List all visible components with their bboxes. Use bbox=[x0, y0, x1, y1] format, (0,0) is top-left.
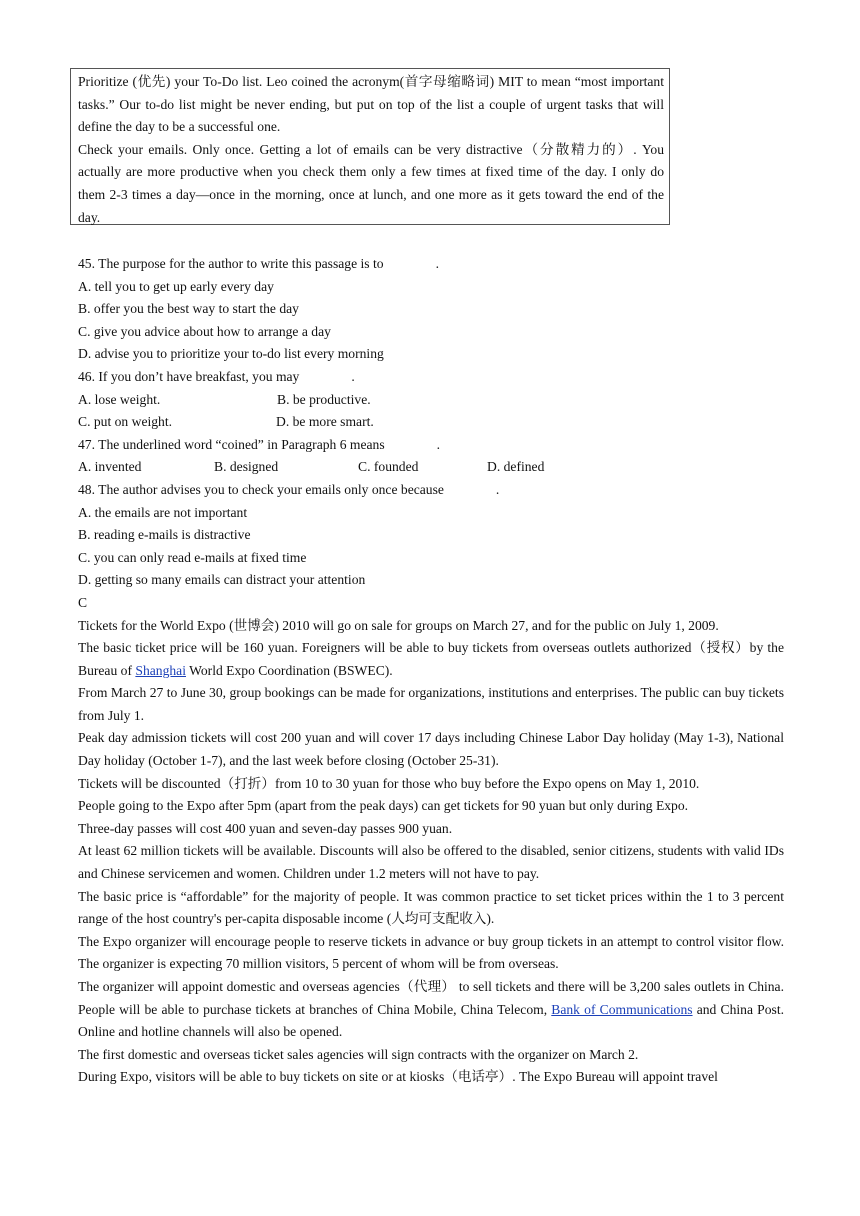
document-body bbox=[78, 253, 784, 1089]
option-46-a: A. lose weight. bbox=[78, 391, 161, 407]
passage-c-paragraph-6: People going to the Expo after 5pm (apart from the peak days) can get tickets for 90 yuan but only during Expo. bbox=[78, 798, 689, 814]
passage-c-paragraph-1: Tickets for the World Expo (世博会) 2010 will go on sale for groups on March 27, and for the public on July 1, 2009. bbox=[78, 617, 719, 633]
section-label: C bbox=[78, 594, 88, 610]
options-46-ab bbox=[78, 389, 784, 412]
options-47 bbox=[78, 456, 784, 479]
option-45-c: C. give you advice about how to arrange a day bbox=[78, 323, 331, 339]
question-47 bbox=[78, 434, 784, 457]
passage-c-paragraph-10: The Expo organizer will encourage people to reserve tickets in advance or buy group tickets in an attempt to control visitor flow. The organizer is expecting 70 million visitors, 5 percent of whom will be from overseas. bbox=[78, 933, 784, 972]
question-46-stem: 46. If you don’t have breakfast, you may bbox=[78, 368, 300, 384]
paragraph-text: The basic ticket price will be 160 yuan. Foreigners will be able to buy tickets from overseas outlets authorized（授权）by the Bureau of bbox=[78, 640, 784, 678]
option-48-a: A. the emails are not important bbox=[78, 504, 248, 520]
question-45-end: . bbox=[435, 256, 439, 271]
option-47-b: B. designed bbox=[214, 459, 279, 475]
shanghai-link[interactable]: Shanghai bbox=[135, 662, 186, 678]
option-46-c: C. put on weight. bbox=[78, 414, 173, 430]
option-45-b: B. offer you the best way to start the day bbox=[78, 301, 299, 317]
box-paragraph-1: Prioritize (优先) your To-Do list. Leo coined the acronym(首字母缩略词) MIT to mean “most important tasks.” Our to-do list might be never ending, but put on top of the list a couple of urgent tasks that will define the day to be a successful one. bbox=[78, 74, 664, 135]
passage-c-paragraph-8: At least 62 million tickets will be available. Discounts will also be offered to the disabled, senior citizens, students with valid IDs and Chinese servicemen and women. Children under 1.2 meters will not have to pay. bbox=[78, 843, 784, 882]
passage-c-paragraph-9: The basic price is “affordable” for the majority of people. It was common practice to set ticket prices within the 1 to 3 percent range of the host country's per-capita disposable income (人均可支配收入). bbox=[78, 888, 784, 927]
option-48-d: D. getting so many emails can distract your attention bbox=[78, 572, 366, 588]
option-45-a: A. tell you to get up early every day bbox=[78, 278, 274, 294]
box-paragraph-2: Check your emails. Only once. Getting a lot of emails can be very distractive（分散精力的）. You actually are more productive when you check them only a few times at fixed time of the day. I only do them 2-3 times a day—once in the morning, once at lunch, and one more as it gets toward the end of the day. bbox=[78, 141, 664, 225]
passage-c-paragraph-3: From March 27 to June 30, group bookings can be made for organizations, institutions and enterprises. The public can buy tickets from July 1. bbox=[78, 685, 784, 723]
option-48-b: B. reading e-mails is distractive bbox=[78, 527, 251, 543]
question-47-stem: 47. The underlined word “coined” in Paragraph 6 means bbox=[78, 436, 385, 452]
question-46 bbox=[78, 366, 784, 389]
option-46-b: B. be productive. bbox=[277, 391, 371, 407]
options-46-cd bbox=[78, 411, 784, 434]
passage-c-paragraph-4: Peak day admission tickets will cost 200 yuan and will cover 17 days including Chinese Labor Day holiday (May 1-3), National Day holiday (October 1-7), and the last week before closing (October 25-31). bbox=[78, 730, 784, 769]
question-45 bbox=[78, 253, 784, 276]
option-47-a: A. invented bbox=[78, 459, 142, 475]
question-45-stem: 45. The purpose for the author to write this passage is to bbox=[78, 256, 384, 271]
passage-c-paragraph-13: During Expo, visitors will be able to buy tickets on site or at kiosks（电话亭）. The Expo Bureau will appoint travel bbox=[78, 1069, 718, 1085]
option-47-c: C. founded bbox=[358, 459, 419, 475]
paragraph-text: The organizer will appoint domestic and overseas agencies（代理） to sell tickets and there will be 3,200 sales outlets in China. People will be able to purchase tickets at branches of China Mobile, China Telecom, bbox=[78, 979, 784, 1017]
bank-of-communications-link[interactable]: Bank of Communications bbox=[551, 1001, 693, 1017]
question-47-end: . bbox=[436, 436, 441, 452]
option-45-d: D. advise you to prioritize your to-do list every morning bbox=[78, 346, 384, 362]
paragraph-text: World Expo Coordination (BSWEC). bbox=[185, 662, 393, 678]
question-48-stem: 48. The author advises you to check your emails only once because bbox=[78, 481, 444, 497]
passage-box bbox=[70, 68, 670, 225]
passage-c-paragraph-12: The first domestic and overseas ticket sales agencies will sign contracts with the organizer on March 2. bbox=[78, 1046, 639, 1062]
passage-c-paragraph-5: Tickets will be discounted（打折）from 10 to 30 yuan for those who buy before the Expo opens on May 1, 2010. bbox=[78, 775, 700, 791]
option-47-d: D. defined bbox=[487, 459, 545, 475]
paragraph-text: and China Post. Online and hotline channels will also be opened. bbox=[78, 1001, 784, 1040]
passage-c-paragraph-2 bbox=[78, 637, 784, 682]
question-48-end: . bbox=[495, 481, 500, 497]
option-46-d: D. be more smart. bbox=[276, 414, 374, 430]
option-48-c: C. you can only read e-mails at fixed time bbox=[78, 549, 307, 565]
question-46-end: . bbox=[351, 368, 355, 384]
passage-c-paragraph-11 bbox=[78, 976, 784, 1044]
passage-c-paragraph-7: Three-day passes will cost 400 yuan and seven-day passes 900 yuan. bbox=[78, 820, 453, 836]
question-48 bbox=[78, 479, 784, 502]
